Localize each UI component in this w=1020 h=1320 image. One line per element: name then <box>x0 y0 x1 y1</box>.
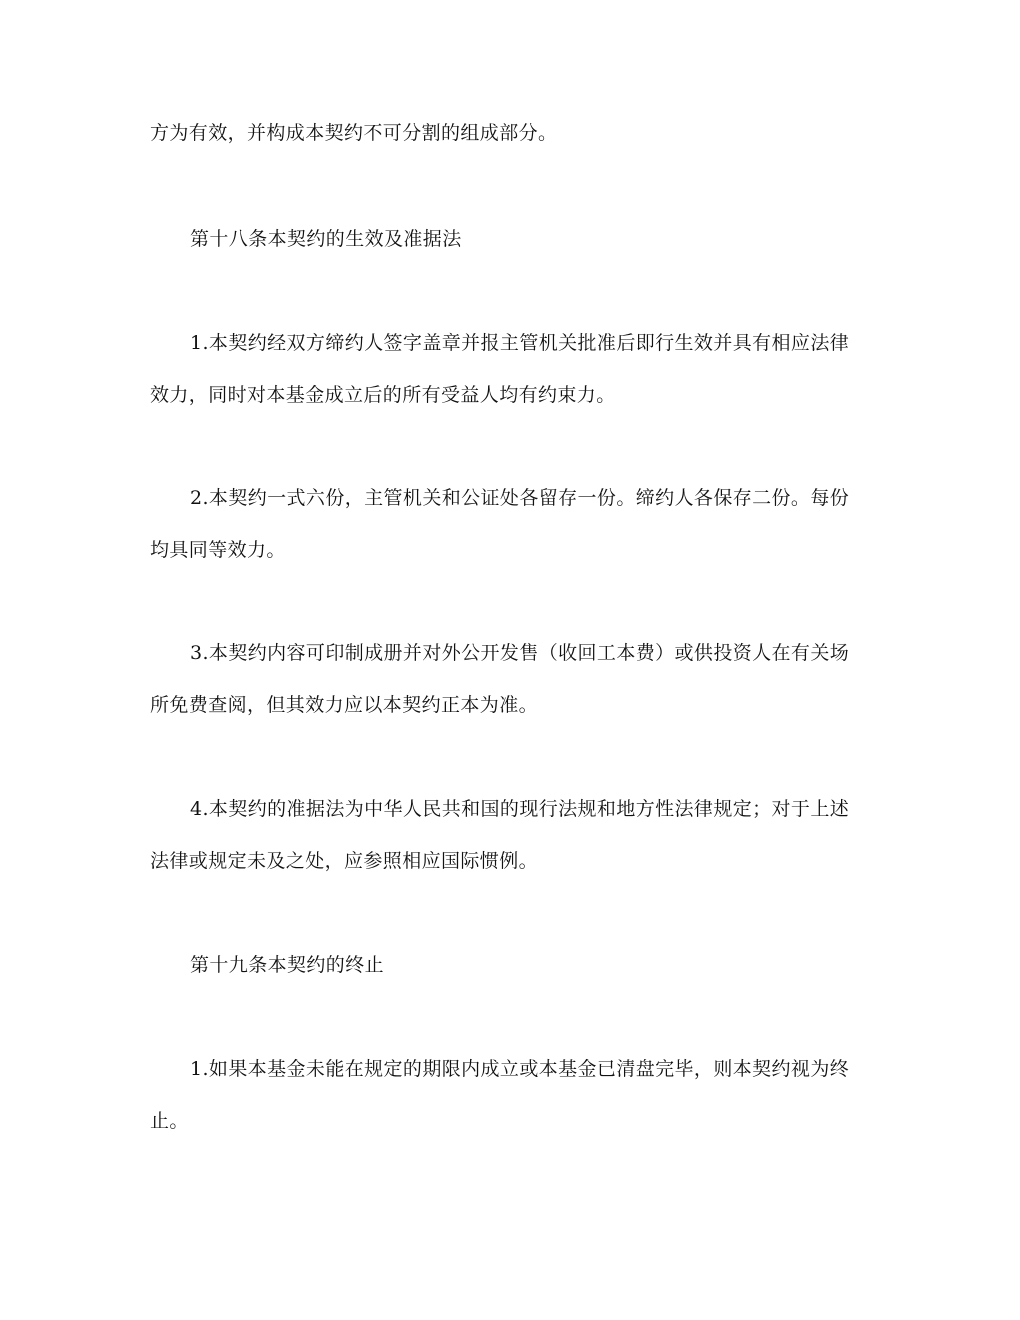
article-18-clause-1-line-1: 1.本契约经双方缔约人签字盖章并报主管机关批准后即行生效并具有相应法律 <box>190 332 850 354</box>
article-18-clause-1-line-2: 效力，同时对本基金成立后的所有受益人均有约束力。 <box>150 384 616 406</box>
paragraph-continuation: 方为有效，并构成本契约不可分割的组成部分。 <box>150 122 558 144</box>
article-18-clause-3-line-1: 3.本契约内容可印制成册并对外公开发售（收回工本费）或供投资人在有关场 <box>190 642 850 664</box>
article-19-clause-1-line-2: 止。 <box>150 1110 189 1132</box>
article-18-heading: 第十八条本契约的生效及准据法 <box>190 228 462 250</box>
article-19-clause-1-line-1: 1.如果本基金未能在规定的期限内成立或本基金已清盘完毕，则本契约视为终 <box>190 1058 850 1080</box>
article-18-clause-3-line-2: 所免费查阅，但其效力应以本契约正本为准。 <box>150 694 539 716</box>
article-18-clause-4-line-2: 法律或规定未及之处，应参照相应国际惯例。 <box>150 850 539 872</box>
article-18-clause-2-line-2: 均具同等效力。 <box>150 539 286 561</box>
article-18-clause-2-line-1: 2.本契约一式六份，主管机关和公证处各留存一份。缔约人各保存二份。每份 <box>190 487 850 509</box>
article-18-clause-4-line-1: 4.本契约的准据法为中华人民共和国的现行法规和地方性法律规定；对于上述 <box>190 798 850 820</box>
article-19-heading: 第十九条本契约的终止 <box>190 954 385 976</box>
